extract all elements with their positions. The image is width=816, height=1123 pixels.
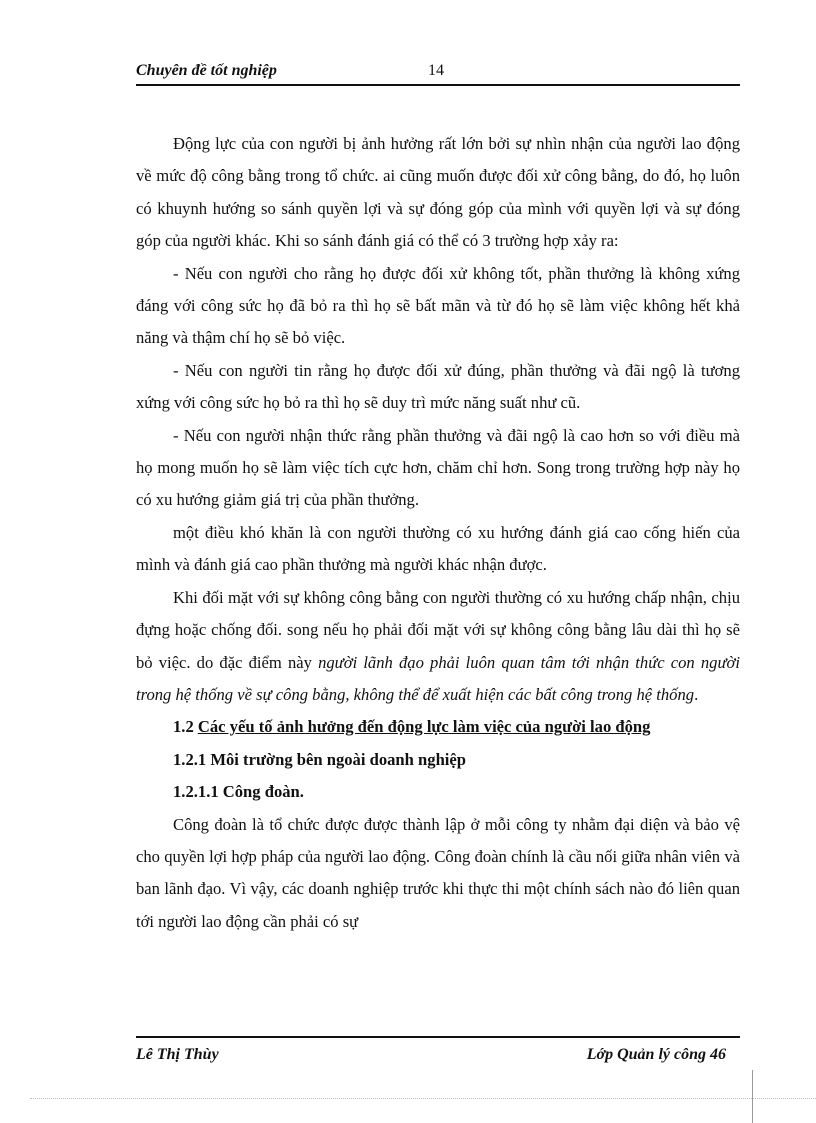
paragraph-5: một điều khó khăn là con người thường có xu hướng đánh giá cao cống hiến của mình và đánh giá cao phần thưởng mà người khác nhận được. [136, 522, 740, 575]
footer-class: Lớp Quản lý công 46 [586, 1046, 726, 1063]
corner-vertical-line [752, 1070, 753, 1123]
paragraph-6-text: Khi đối mặt với sự không công bằng con người thường có xu hướng chấp nhận, chịu đựng hoặc chống đối. song nếu họ phải đối mặt với sự không công bằng lâu dài thì họ sẽ bỏ việc. do đặc điểm này [136, 587, 740, 672]
heading-1-2-1-1: 1.2.1.1 Công đoàn. [173, 782, 304, 802]
paragraph-7: Công đoàn là tổ chức được được thành lập ở mỗi công ty nhằm đại diện và bảo vệ cho quyền lợi hợp pháp của người lao động. Công đoàn chính là cầu nối giữa nhân viên và ban lãnh đạo. Vì vậy, các doanh nghiệp trước khi thực thi một chính sách nào đó liên quan tới người lao động cần phải có sự [136, 814, 740, 931]
heading-1-2-number: 1.2 [173, 717, 198, 737]
corner-dotted-line [30, 1098, 816, 1099]
paragraph-2: - Nếu con người cho rằng họ được đối xử không tốt, phần thưởng là không xứng đáng với công sức họ đã bỏ ra thì họ sẽ bất mãn và từ đó họ sẽ làm việc không hết khả năng và thậm chí họ sẽ bỏ việc. [136, 263, 740, 348]
heading-1-2 [136, 711, 740, 743]
paragraph-3: - Nếu con người tin rằng họ được đối xử đúng, phần thưởng và đãi ngộ là tương xứng với công sức họ bỏ ra thì họ sẽ duy trì mức năng suất như cũ. [136, 360, 740, 413]
paragraph-6-end: . [694, 684, 699, 704]
page-header [136, 60, 740, 86]
page-number: 14 [428, 62, 444, 79]
footer-author: Lê Thị Thùy [136, 1046, 219, 1063]
heading-1-2-text: Các yếu tố ảnh hưởng đến động lực làm việc của người lao động [197, 717, 651, 737]
heading-1-2-1: 1.2.1 Môi trường bên ngoài doanh nghiệp [173, 749, 466, 769]
paragraph-1: Động lực của con người bị ảnh hưởng rất lớn bởi sự nhìn nhận của người lao động về mức độ công bằng trong tổ chức. ai cũng muốn được đối xử công bằng, do đó, họ luôn có khuynh hướng so sánh quyền lợi và sự đóng góp của mình với quyền lợi và sự đóng góp của người khác. Khi so sánh đánh giá có thể có 3 trường hợp xảy ra: [136, 134, 740, 251]
paragraph-6 [136, 582, 740, 712]
document-body [136, 128, 740, 938]
header-title: Chuyên đề tốt nghiệp [136, 62, 277, 79]
page-footer [136, 1036, 740, 1068]
paragraph-6-italic: người lãnh đạo phải luôn quan tâm tới nhận thức con người trong hệ thống về sự công bằng, không thể để xuất hiện các bất công trong hệ thống [136, 652, 740, 704]
paragraph-4: - Nếu con người nhận thức rằng phần thưởng và đãi ngộ là cao hơn so với điều mà họ mong muốn họ sẽ làm việc tích cực hơn, chăm chỉ hơn. Song trong trường hợp này họ có xu hướng giảm giá trị của phần thưởng. [136, 425, 740, 510]
